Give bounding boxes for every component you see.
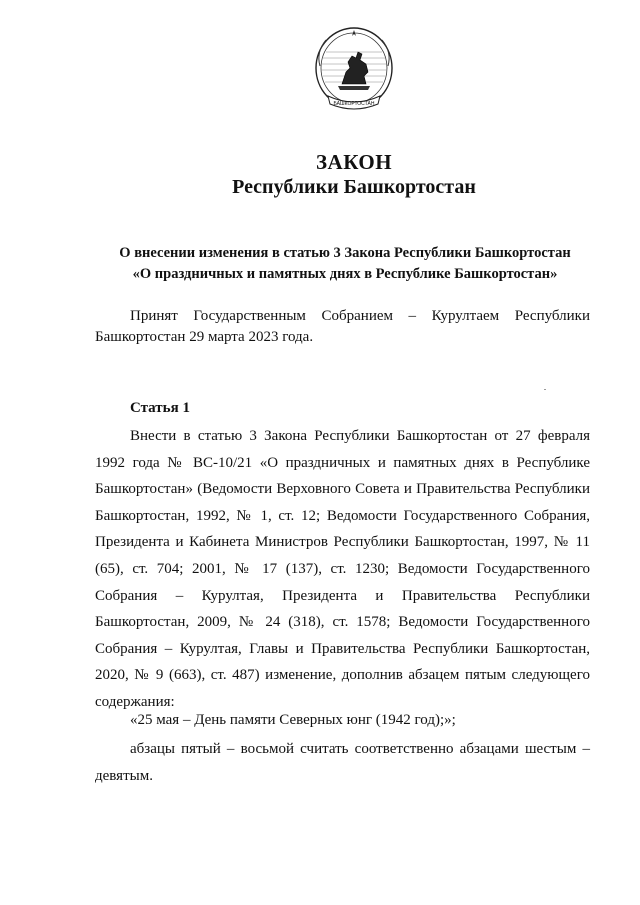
- law-subtitle: Республики Башкортостан: [232, 176, 476, 198]
- article-paragraph-1: Внести в статью 3 Закона Республики Башкортостан от 27 февраля 1992 года № ВС-10/21 «О праздничных и памятных днях в Республике Башкортостан» (Ведомости Верховного Совета и Правительства Республики Башкортостан, 1992, № 1, ст. 12; Ведомости Государственного Собрания, Президента и Кабинета Министров Республики Башкортостан, 1997, № 11 (65), ст. 704; 2001, № 17 (137), ст. 1230; Ведомости Государственного Собрания – Курултая, Президента и Правительства Республики Башкортостан, 2009, № 24 (318), ст. 1578; Ведомости Государственного Собрания – Курултая, Главы и Правительства Республики Башкортостан, 2020, № 9 (663), ст. 487) изменение, дополнив абзацем пятым следующего содержания:: [95, 428, 590, 710]
- article-quote: «25 мая – День памяти Северных юнг (1942 год);»;: [130, 712, 456, 728]
- law-subject: [95, 243, 595, 285]
- scan-speck: [544, 389, 546, 390]
- law-subject-line-2: «О праздничных и памятных днях в Республике Башкортостан»: [132, 266, 558, 282]
- bashkortostan-emblem-icon: [312, 22, 396, 118]
- emblem-ribbon-text: БАШКОРТОСТАН: [333, 101, 375, 107]
- law-title: ЗАКОН: [315, 150, 393, 174]
- article-paragraph-3: абзацы пятый – восьмой считать соответственно абзацами шестым – девятым.: [95, 741, 590, 784]
- article-heading: Статья 1: [130, 400, 190, 416]
- law-subject-line-1: О внесении изменения в статью 3 Закона Республики Башкортостан: [119, 245, 571, 261]
- adoption-statement: Принят Государственным Собранием – Курултаем Республики Башкортостан 29 марта 2023 года.: [95, 308, 590, 345]
